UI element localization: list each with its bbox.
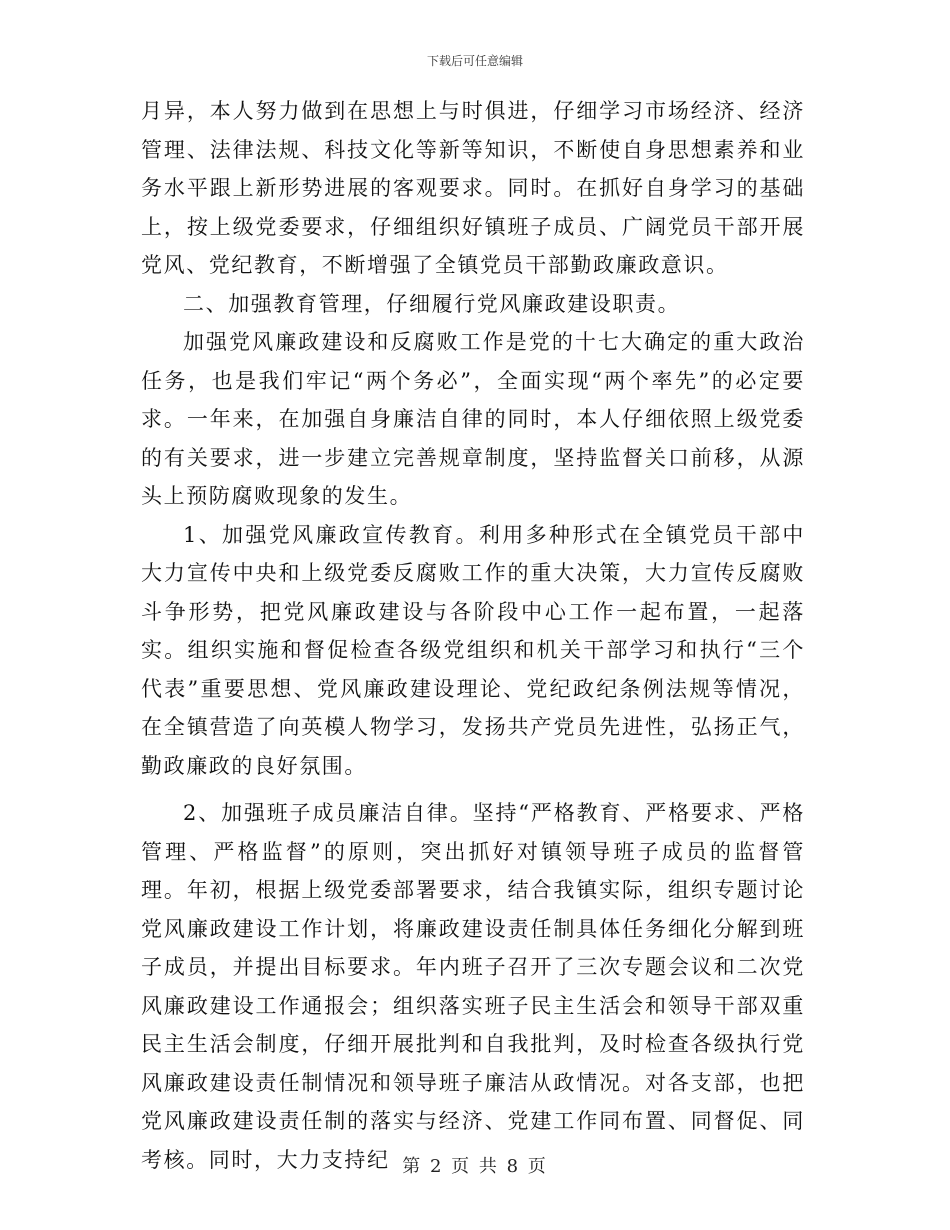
paragraph-continuation: 月异，本人努力做到在思想上与时俱进，仔细学习市场经济、经济管理、法律法规、科技文化等新等知识，不断使自身思想素养和业务水平跟上新形势进展的客观要求。同时。在抓好自身学习的基础上，按上级党委要求，仔细组织好镇班子成员、广阔党员干部开展党风、党纪教育，不断增强了全镇党员干部勤政廉政意识。 [141, 99, 805, 277]
paragraph-item-1: 1、加强党风廉政宣传教育。利用多种形式在全镇党员干部中大力宣传中央和上级党委反腐败工作的重大决策，大力宣传反腐败斗争形势，把党风廉政建设与各阶段中心工作一起布置，一起落实。组织实施和督促检查各级党组织和机关干部学习和执行“三个代表”重要思想、党风廉政建设理论、党纪政纪条例法规等情况，在全镇营造了向英模人物学习，发扬共产党员先进性，弘扬正气，勤政廉政的良好氛围。 [141, 522, 805, 778]
page-number-footer: 第 2 页 共 8 页 [402, 1156, 548, 1177]
paragraph-gap [141, 785, 805, 794]
page-header: 下载后可任意编辑 [426, 54, 523, 68]
document-body [141, 92, 805, 1179]
section-heading: 二、加强教育管理，仔细履行党风廉政建设职责。 [183, 291, 681, 316]
paragraph-item-2: 2、加强班子成员廉洁自律。坚持“严格教育、严格要求、严格管理、严格监督”的原则，突出抓好对镇领导班子成员的监督管理。年初，根据上级党委部署要求，结合我镇实际，组织专题讨论党风廉政建设工作计划，将廉政建设责任制具体任务细化分解到班子成员，并提出目标要求。年内班子召开了三次专题会议和二次党风廉政建设工作通报会；组织落实班子民主生活会和领导干部双重民主生活会制度，仔细开展批判和自我批判，及时检查各级执行党风廉政建设责任制情况和领导班子廉洁从政情况。对各支部，也把党风廉政建设责任制的落实与经济、党建工作同布置、同督促、同考核。同时，大力支持纪 [141, 801, 805, 1172]
paragraph: 加强党风廉政建设和反腐败工作是党的十七大确定的重大政治任务，也是我们牢记“两个务必”，全面实现“两个率先”的必定要求。一年来，在加强自身廉洁自律的同时，本人仔细依照上级党委的有关要求，进一步建立完善规章制度，坚持监督关口前移，从源头上预防腐败现象的发生。 [141, 330, 805, 508]
